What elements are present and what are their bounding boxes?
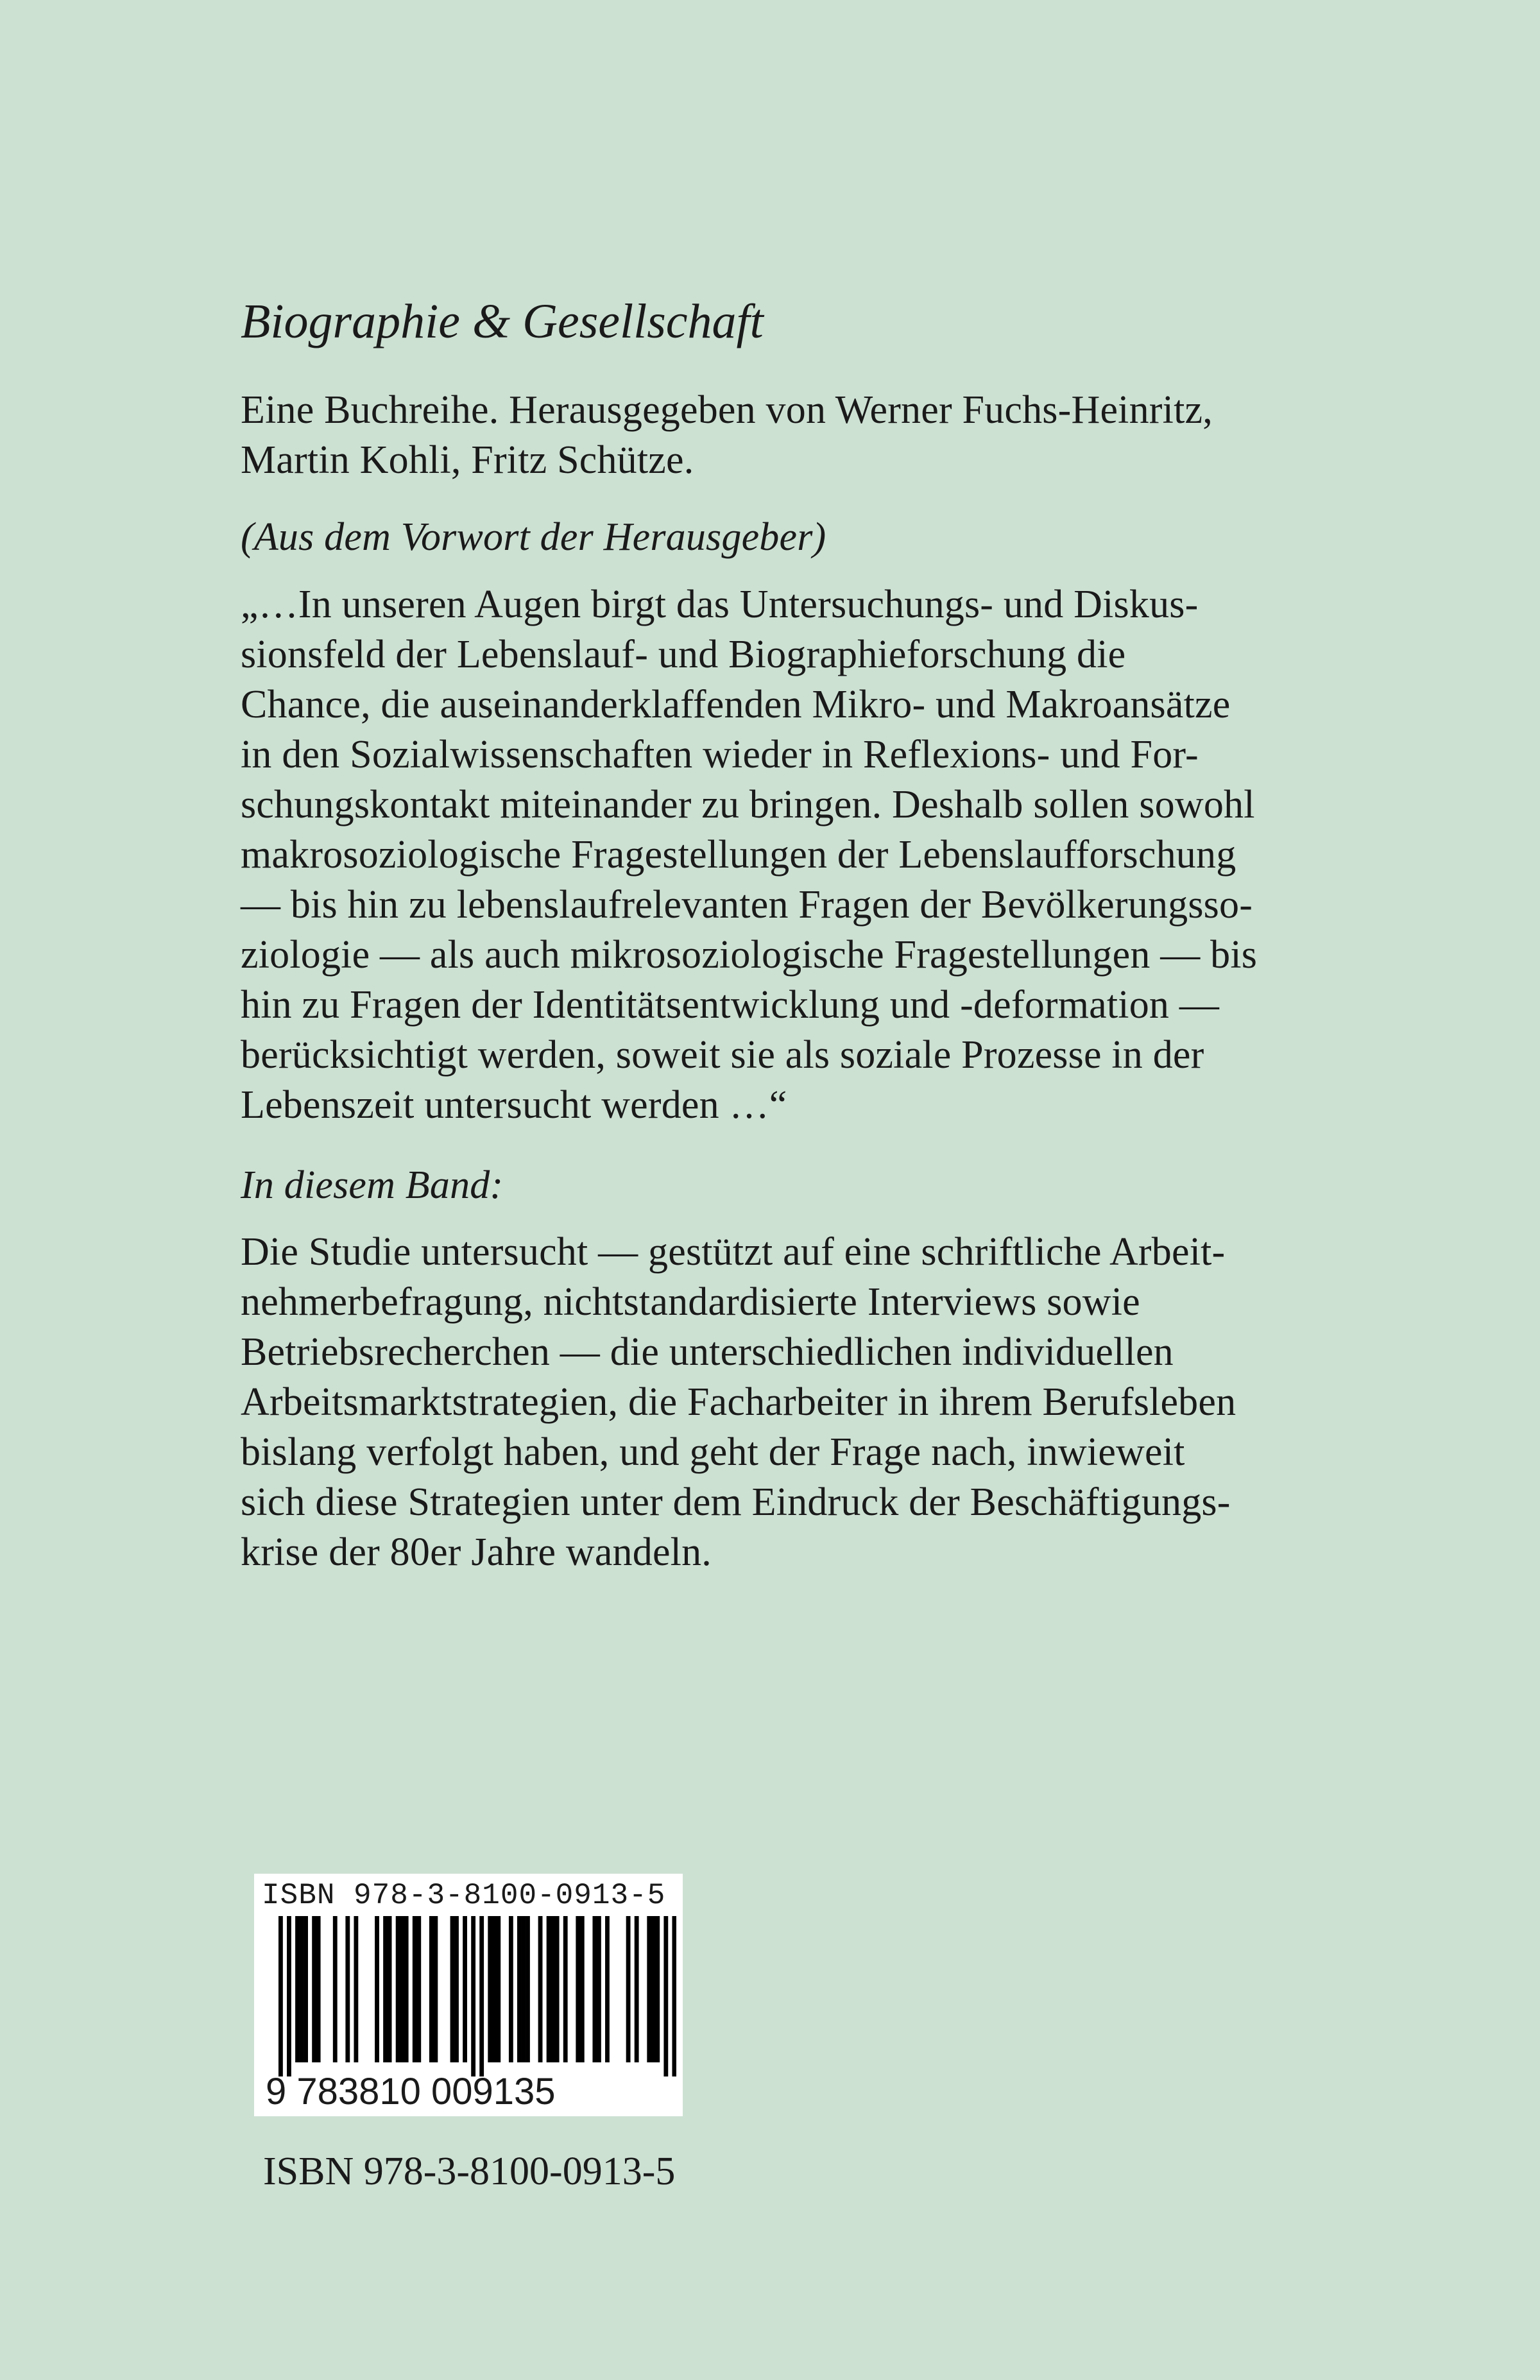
barcode-bar [551, 1916, 555, 2062]
description-line: krise der 80er Jahre wandeln. [241, 1530, 712, 1574]
barcode-bar [479, 1916, 484, 2076]
quote-line: schungskontakt miteinander zu bringen. Deshalb sollen sowohl [241, 783, 1255, 826]
barcode-bar [580, 1916, 585, 2062]
barcode-bar [429, 1916, 434, 2062]
barcode-bar [517, 1916, 522, 2062]
barcode-bar [555, 1916, 560, 2062]
barcode-bar [396, 1916, 400, 2062]
barcode-bar [655, 1916, 660, 2062]
barcode-bar [316, 1916, 321, 2062]
quote-line: hin zu Fragen der Identitätsentwicklung und -deformation — [241, 983, 1220, 1027]
series-title: Biographie & Gesellschaft [241, 295, 764, 348]
barcode [254, 1874, 683, 2116]
barcode-bar [454, 1916, 459, 2062]
barcode-bar [605, 1916, 610, 2062]
description-line: bislang verfolgt haben, und geht der Frage nach, inwieweit [241, 1430, 1185, 1474]
barcode-bar [278, 1916, 283, 2076]
barcode-bar [404, 1916, 409, 2062]
barcode-bar [400, 1916, 404, 2062]
barcode-bar [375, 1916, 379, 2062]
barcode-bar [576, 1916, 580, 2062]
quote-line: makrosoziologische Fragestellungen der Lebenslaufforschung [241, 833, 1236, 877]
barcode-bar [413, 1916, 417, 2062]
barcode-bar [672, 1916, 676, 2076]
volume-heading: In diesem Band: [241, 1163, 504, 1207]
barcode-bar [312, 1916, 316, 2062]
description-line: sich diese Strategien unter dem Eindruck der Beschäftigungs- [241, 1480, 1231, 1524]
editors-line: Martin Kohli, Fritz Schütze. [241, 438, 694, 482]
barcode-bar [592, 1916, 597, 2062]
editors-line: Eine Buchreihe. Herausgegeben von Werner Fuchs-Heinritz, [241, 388, 1213, 432]
barcode-bar [287, 1916, 291, 2076]
preface-heading: (Aus dem Vorwort der Herausgeber) [241, 515, 826, 559]
barcode-bar [383, 1916, 388, 2062]
barcode-bar [354, 1916, 358, 2062]
barcode-bar [333, 1916, 338, 2062]
quote-line: ziologie — als auch mikrosoziologische Fragestellungen — bis [241, 933, 1258, 977]
barcode-bar [647, 1916, 651, 2062]
quote-line: sionsfeld der Lebenslauf- und Biographieforschung die [241, 633, 1126, 676]
quote-line: „…In unseren Augen birgt das Untersuchungs- und Diskus- [241, 583, 1199, 626]
barcode-bar [597, 1916, 601, 2062]
description-line: Arbeitsmarktstrategien, die Facharbeiter in ihrem Berufsleben [241, 1380, 1236, 1424]
quote-line: — bis hin zu lebenslaufrelevanten Fragen der Bevölkerungsso- [241, 883, 1253, 927]
barcode-bar [526, 1916, 530, 2062]
barcode-bar [463, 1916, 467, 2062]
barcode-bar [492, 1916, 497, 2062]
barcode-bar [522, 1916, 526, 2062]
barcode-bar [388, 1916, 392, 2062]
barcode-bar [433, 1916, 438, 2062]
barcode-digits: 9 783810 009135 [266, 2071, 556, 2112]
barcode-bar [345, 1916, 350, 2062]
quote-line: in den Sozialwissenschaften wieder in Reflexions- und For- [241, 733, 1199, 776]
quote-line: berücksichtigt werden, soweit sie als soziale Prozesse in der [241, 1033, 1204, 1077]
barcode-bar [626, 1916, 631, 2062]
barcode-bars [278, 1916, 676, 2076]
preface-quote [241, 579, 1293, 1130]
barcode-bar [496, 1916, 501, 2062]
barcode-bar [651, 1916, 656, 2062]
barcode-bar [471, 1916, 475, 2076]
barcode-bar [304, 1916, 308, 2062]
volume-description [241, 1227, 1293, 1577]
barcode-bar [300, 1916, 304, 2062]
barcode-bar [663, 1916, 668, 2076]
description-line: Betriebsrecherchen — die unterschiedlichen individuellen [241, 1330, 1174, 1374]
barcode-isbn-label: ISBN 978-3-8100-0913-5 [262, 1879, 666, 1912]
description-line: nehmerbefragung, nichtstandardisierte Interviews sowie [241, 1280, 1140, 1324]
barcode-bar [547, 1916, 551, 2062]
barcode-bar [563, 1916, 568, 2062]
quote-line: Lebenszeit untersucht werden …“ [241, 1083, 787, 1127]
barcode-bar [295, 1916, 300, 2062]
barcode-bar [450, 1916, 455, 2062]
quote-line: Chance, die auseinanderklaffenden Mikro- und Makroansätze [241, 683, 1231, 726]
barcode-bar [538, 1916, 543, 2062]
description-line: Die Studie untersucht — gestützt auf eine schriftliche Arbeit- [241, 1230, 1226, 1274]
barcode-bar [509, 1916, 513, 2062]
series-editors [241, 385, 1293, 485]
isbn-number: ISBN 978-3-8100-0913-5 [263, 2150, 676, 2193]
barcode-bar [416, 1916, 421, 2062]
barcode-bar [488, 1916, 492, 2062]
barcode-bar [635, 1916, 639, 2062]
